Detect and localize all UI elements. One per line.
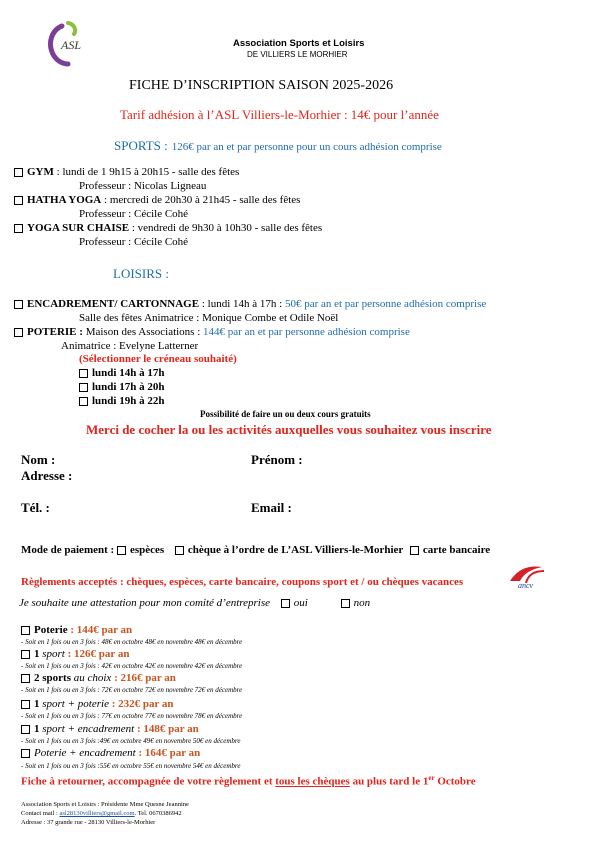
sports-price: 126€ par an et par personne pour un cours adhésion comprise xyxy=(171,141,442,153)
retour-a: Fiche à retourner, accompagnée de votre règlement et xyxy=(21,775,276,788)
tarif-4-price: : 232€ par an xyxy=(108,698,174,710)
field-adresse[interactable]: Adresse : xyxy=(21,468,73,483)
reglements-accepted: Règlements acceptés : chèques, espèces, carte bancaire, coupons sport et / ou chèques vacances xyxy=(21,576,464,588)
tarif-option-1 xyxy=(21,624,132,636)
slot-3 xyxy=(79,395,164,407)
tarif-6-detail: - Soit en 1 fois ou en 3 fois :55€ en octobre 55€ en novembre 54€ en décembre xyxy=(21,762,241,770)
payment-row xyxy=(21,544,490,556)
checkbox-tarif-6[interactable] xyxy=(21,749,30,758)
checkbox-tarif-3[interactable] xyxy=(21,674,30,683)
tarif-4-rest: sport + poterie xyxy=(39,698,109,710)
checkbox-yoga-chaise[interactable] xyxy=(14,224,23,233)
encadrement-sub: Salle des fêtes Animatrice : Monique Combe et Odile Noël xyxy=(79,312,339,324)
tarif-3-price: : 216€ par an xyxy=(111,672,176,684)
tarif-option-5 xyxy=(21,723,199,735)
hatha-name: HATHA YOGA xyxy=(27,194,102,206)
gym-desc: : lundi de 1 9h15 à 20h15 - salle des fêtes xyxy=(53,166,240,178)
gym-prof: Professeur : Nicolas Ligneau xyxy=(79,180,207,192)
retour-d: Octobre xyxy=(434,775,476,788)
tarif-3-rest: au choix xyxy=(70,672,112,684)
assoc-name: Association Sports et Loisirs xyxy=(233,38,365,49)
footer-line-1: Association Sports et Loisirs : Présidente Mme Quesne Jeannine xyxy=(21,801,189,808)
checkbox-attestation-oui[interactable] xyxy=(281,599,290,608)
field-email[interactable]: Email : xyxy=(251,500,292,515)
checkbox-tarif-4[interactable] xyxy=(21,700,30,709)
note-free-courses: Possibilité de faire un ou deux cours gratuits xyxy=(200,409,371,419)
encadrement-name: ENCADREMENT/ CARTONNAGE xyxy=(27,298,200,310)
poterie-select-note: (Sélectionner le créneau souhaité) xyxy=(79,353,237,365)
tarif-3-label: 2 sports xyxy=(34,672,71,684)
page-title: FICHE D’INSCRIPTION SAISON 2025-2026 xyxy=(129,78,394,93)
tarif-6-rest: Poterie + encadrement xyxy=(34,747,136,759)
tarif-5-price: : 148€ par an xyxy=(134,723,199,735)
attestation-row xyxy=(19,597,370,609)
checkbox-cheque[interactable] xyxy=(175,546,184,555)
chaise-name: YOGA SUR CHAISE xyxy=(27,222,130,234)
slot-2-label: lundi 17h à 20h xyxy=(92,381,165,393)
tarif-4-detail: - Soit en 1 fois ou en 3 fois : 77€ en octobre 77€ en novembre 78€ en décembre xyxy=(21,712,243,720)
poterie-sub: Animatrice : Evelyne Latterner xyxy=(61,340,199,352)
tarif-5-label: 1 xyxy=(34,723,40,735)
slot-3-label: lundi 19h à 22h xyxy=(92,395,165,407)
field-tel[interactable]: Tél. : xyxy=(21,500,50,515)
tarif-adhesion: Tarif adhésion à l’ASL Villiers-le-Morhier : 14€ pour l’année xyxy=(120,107,439,122)
hatha-desc: : mercredi de 20h30 à 21h45 - salle des fêtes xyxy=(101,194,301,206)
retour-b: tous les chèques xyxy=(275,775,350,788)
checkbox-poterie[interactable] xyxy=(14,328,23,337)
encadrement-price: 50€ par an et par personne adhésion comprise xyxy=(284,298,487,310)
tarif-2-rest: sport xyxy=(39,648,65,660)
tarif-2-price: : 126€ par an xyxy=(64,648,130,660)
slot-1 xyxy=(79,367,164,379)
footer-line-2 xyxy=(21,810,182,817)
field-prenom[interactable]: Prénom : xyxy=(251,452,303,467)
payment-label: Mode de paiement : xyxy=(21,544,117,556)
logo-text: ASL xyxy=(61,38,82,52)
asl-logo xyxy=(44,20,94,70)
payment-carte: carte bancaire xyxy=(422,544,491,556)
checkbox-carte[interactable] xyxy=(410,546,419,555)
footer-contact-label: Contact mail : xyxy=(21,810,60,817)
tarif-2-detail: - Soit en 1 fois ou en 3 fois : 42€ en octobre 42€ en novembre 42€ en décembre xyxy=(21,662,243,670)
chaise-desc: : vendredi de 9h30 à 10h30 - salle des fêtes xyxy=(129,222,323,234)
tarif-6-price: : 164€ par an xyxy=(135,747,201,759)
retour-sup: er xyxy=(428,774,435,782)
tarif-option-4 xyxy=(21,698,174,710)
tarif-1-price: : 144€ par an xyxy=(67,624,133,636)
chaise-prof: Professeur : Cécile Cohé xyxy=(79,236,189,248)
checkbox-tarif-2[interactable] xyxy=(21,650,30,659)
checkbox-tarif-1[interactable] xyxy=(21,626,30,635)
payment-cheque: chèque à l’ordre de L’ASL Villiers-le-Morhier xyxy=(187,544,404,556)
attestation-non: non xyxy=(353,597,371,609)
footer-line-3: Adresse : 37 grande rue - 28130 Villiers-le-Morhier xyxy=(21,819,156,826)
attestation-oui: oui xyxy=(293,597,308,609)
tarif-5-detail: - Soit en 1 fois ou en 3 fois :49€ en octobre 49€ en novembre 50€ en décembre xyxy=(21,737,241,745)
checkbox-gym[interactable] xyxy=(14,168,23,177)
tarif-4-label: 1 xyxy=(34,698,40,710)
sports-heading: SPORTS : xyxy=(114,138,168,153)
tarif-1-label: Poterie xyxy=(34,624,68,636)
sport-item-gym xyxy=(14,166,239,178)
payment-especes: espèces xyxy=(129,544,165,556)
retour-c: au plus tard le 1 xyxy=(349,775,429,788)
checkbox-tarif-5[interactable] xyxy=(21,725,30,734)
loisir-item-poterie xyxy=(14,326,410,338)
tarif-3-detail: - Soit en 1 fois ou en 3 fois : 72€ en octobre 72€ en novembre 72€ en décembre xyxy=(21,686,243,694)
sport-item-hatha xyxy=(14,194,300,206)
loisirs-heading: LOISIRS : xyxy=(113,266,169,281)
footer-phone: . Tel. 0670386942 xyxy=(134,810,182,817)
merci-message: Merci de cocher la ou les activités auxquelles vous souhaitez vous inscrire xyxy=(86,422,492,437)
footer-email-link[interactable]: asl28130villiers@gmail.com xyxy=(59,810,135,817)
encadrement-desc: : lundi 14h à 17h : xyxy=(199,298,285,310)
checkbox-slot-2[interactable] xyxy=(79,383,88,392)
tarif-1-detail: - Soit en 1 fois ou en 3 fois : 48€ en octobre 48€ en novembre 48€ en décembre xyxy=(21,638,243,646)
poterie-desc: Maison des Associations : xyxy=(82,326,204,338)
slot-2 xyxy=(79,381,164,393)
sport-item-chaise xyxy=(14,222,322,234)
assoc-place: DE VILLIERS LE MORHIER xyxy=(247,50,348,59)
hatha-prof: Professeur : Cécile Cohé xyxy=(79,208,189,220)
tarif-option-2 xyxy=(21,648,129,660)
gym-name: GYM xyxy=(27,166,54,178)
checkbox-especes[interactable] xyxy=(117,546,126,555)
loisir-item-encadrement xyxy=(14,298,486,310)
checkbox-encadrement[interactable] xyxy=(14,300,23,309)
retour-notice xyxy=(21,774,476,788)
slot-1-label: lundi 14h à 17h xyxy=(92,367,165,379)
checkbox-attestation-non[interactable] xyxy=(341,599,350,608)
checkbox-slot-1[interactable] xyxy=(79,369,88,378)
field-nom[interactable]: Nom : xyxy=(21,452,56,467)
ancv-logo xyxy=(508,563,546,591)
ancv-text: ancv xyxy=(518,581,534,590)
poterie-name: POTERIE : xyxy=(27,326,83,338)
checkbox-hatha-yoga[interactable] xyxy=(14,196,23,205)
tarif-option-6 xyxy=(21,747,200,759)
tarif-2-label: 1 xyxy=(34,648,40,660)
sports-header xyxy=(114,137,442,155)
checkbox-slot-3[interactable] xyxy=(79,397,88,406)
attestation-text: Je souhaite une attestation pour mon comité d’entreprise xyxy=(19,597,271,609)
tarif-5-rest: sport + encadrement xyxy=(39,723,135,735)
poterie-price: 144€ par an et par personne adhésion comprise xyxy=(203,326,410,338)
tarif-option-3 xyxy=(21,672,176,684)
